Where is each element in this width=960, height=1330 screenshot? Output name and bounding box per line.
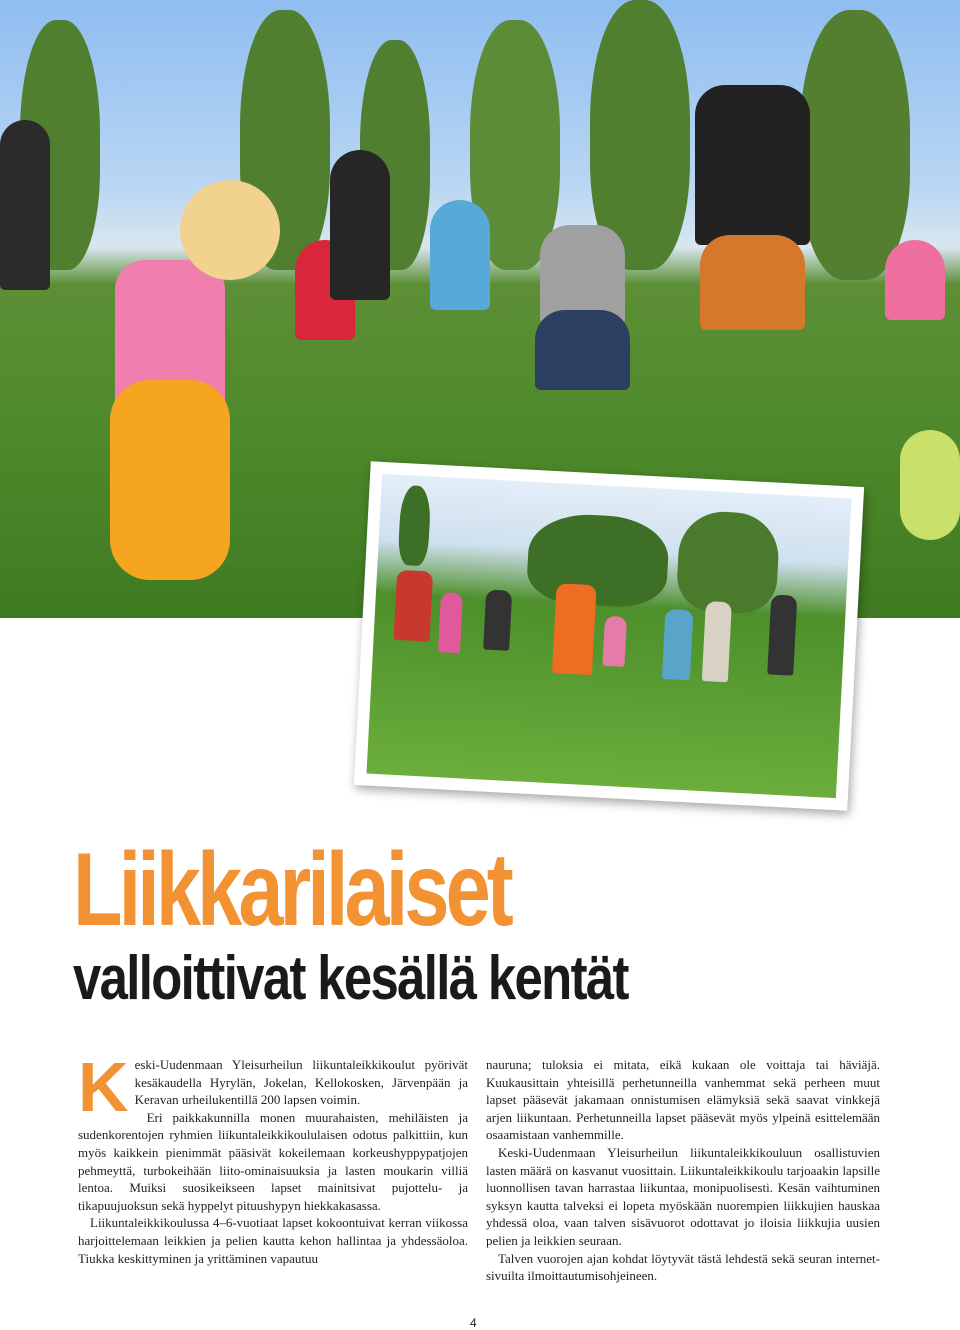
- article-paragraph: Talven vuorojen ajan kohdat löytyvät tästä lehdestä sekä seuran internet-sivuilta ilmoittautumisohjeineen.: [486, 1250, 880, 1284]
- article-column-right: [486, 1056, 880, 1285]
- article-column-left: [78, 1048, 468, 1267]
- article-subtitle: valloittivat kesällä kentät: [73, 944, 628, 1013]
- article-paragraph: nauruna; tuloksia ei mitata, eikä kukaan ole voittaja tai häviäjä. Kuukausittain yhteisillä perhetunneilla vanhemmat sekä perheen muut lapset pääsevät jakamaan onnistumisen elämyksiä sekä saavat vinkkejä arjen liikuntaan. Perhetunneilla lapset pääsevät myös ylpeinä esittelemään osaamistaan vanhemmille.: [486, 1057, 880, 1143]
- article-paragraph: Keski-Uudenmaan Yleisurheilun liikuntaleikkikoulut pyörivät kesäkaudella Hyrylän, Jokelan, Kellokosken, Järvenpään ja Keravan urheilukentillä 200 lapsen voimin.: [78, 1048, 468, 1126]
- drop-cap: K: [78, 1048, 129, 1126]
- article-paragraph: Liikuntaleikkikoulussa 4–6-vuotiaat lapset kokoontuivat kerran viikossa harjoittelemaan leikkien ja pelien kautta kehon hallintaa ja yhdessäoloa. Tiukka keskittyminen ja yrittäminen vapautuu: [78, 1215, 468, 1266]
- inset-photo: [354, 461, 864, 810]
- page-number: 4: [470, 1316, 477, 1330]
- article-title: Liikkarilaiset: [73, 832, 510, 948]
- article-paragraph: Keski-Uudenmaan Yleisurheilun liikuntaleikkikouluun osallistuvien lasten määrä on kasvanut vuosittain. Liikuntaleikkikoulu tarjoaakin lapsille luonnollisen tavan harrastaa liikuntaa, monipuolisesti. Kesän vaihtuminen syksyn kautta talveksi ei lopeta myöskään nuorempien liikkujien hauskaa yhdessä oloa, vaan talven sisävuorot odottavat jo iloisia liikkujia uusien pelien ja leikkien seuraan.: [486, 1144, 880, 1248]
- article-paragraph: Eri paikkakunnilla monen muurahaisten, mehiläisten ja sudenkorentojen ryhmien liikuntaleikkikoululaisen odotus palkittiin, kun myös kaikkein pienimmät pääsivät kokeilemaan korkeushyppypatjojen pehmeyttä, turbokeihään liito-ominaisuuksia ja lasten moukarin villiä lentoa. Muiksi suosikeikseen lapset mainitsivat pujottelu- ja tikapuujuoksun sekä hyppelyt pituushypyn hiekkakasassa.: [78, 1109, 468, 1213]
